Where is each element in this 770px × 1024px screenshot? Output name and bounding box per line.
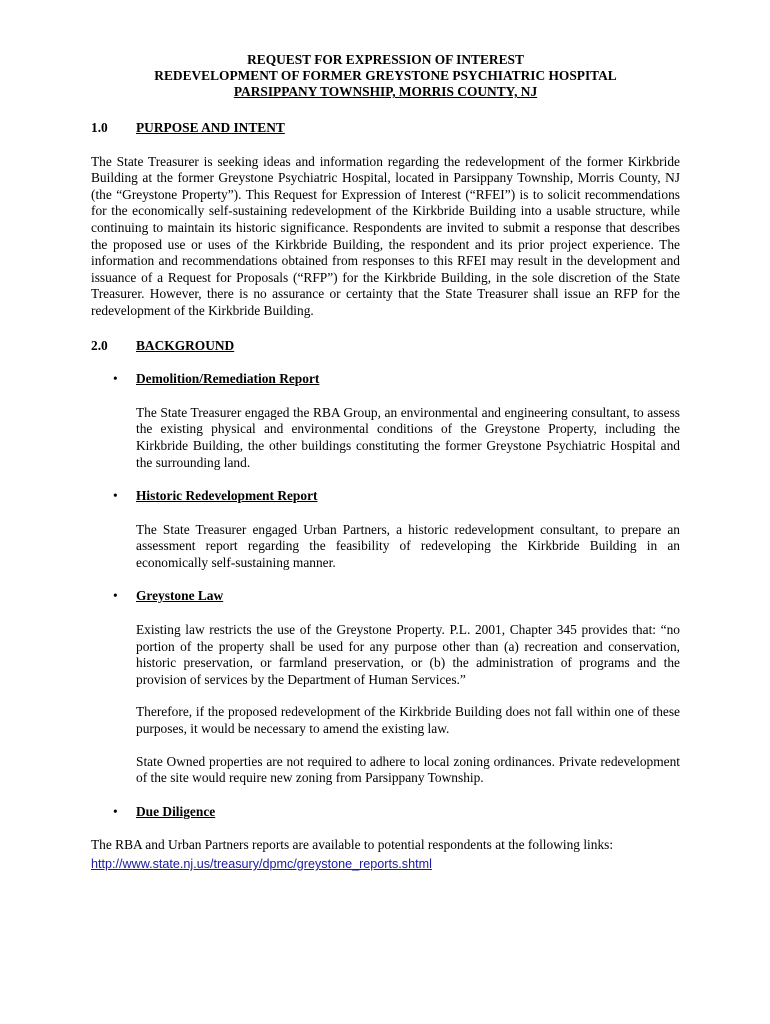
bullet-demolition-report <box>91 371 680 471</box>
bullet-paragraph: State Owned properties are not required to adhere to local zoning ordinances. Private redevelopment of the site would require new zoning from Parsippany Township. <box>136 753 680 786</box>
bullet-paragraph: Therefore, if the proposed redevelopment of the Kirkbride Building does not fall within one of these purposes, it would be necessary to amend the existing law. <box>136 704 680 737</box>
bullet-heading: Greystone Law <box>136 588 224 604</box>
closing-paragraph: The RBA and Urban Partners reports are available to potential respondents at the following links: <box>91 837 614 853</box>
section-2-heading <box>91 338 680 355</box>
bullet-icon: • <box>113 588 118 604</box>
bullet-due-diligence <box>91 804 680 821</box>
section-1-title: PURPOSE AND INTENT <box>136 120 285 135</box>
bullet-greystone-law <box>91 588 680 786</box>
reports-link[interactable]: http://www.state.nj.us/treasury/dpmc/greystone_reports.shtml <box>91 857 432 871</box>
document-page <box>91 52 680 873</box>
bullet-heading: Due Diligence <box>136 803 216 819</box>
bullet-paragraph: The State Treasurer engaged the RBA Group, an environmental and engineering consultant, to assess the existing physical and environmental conditions of the Greystone Property, including the Kirkbride Building, the other buildings constituting the former Greystone Psychiatric Hospital and the surrounding land. <box>136 404 680 470</box>
title-line-1: REQUEST FOR EXPRESSION OF INTEREST <box>247 52 524 67</box>
section-2-number: 2.0 <box>91 337 108 353</box>
bullet-icon: • <box>113 803 118 819</box>
bullet-heading: Demolition/Remediation Report <box>136 371 320 387</box>
bullet-heading: Historic Redevelopment Report <box>136 488 318 504</box>
document-title <box>91 52 680 100</box>
title-line-3: PARSIPPANY TOWNSHIP, MORRIS COUNTY, NJ <box>233 84 538 99</box>
bullet-historic-report <box>91 488 680 571</box>
bullet-paragraph: The State Treasurer engaged Urban Partners, a historic redevelopment consultant, to prepare an assessment report regarding the feasibility of redeveloping the Kirkbride Building in an economically self-sustaining manner. <box>136 521 680 570</box>
section-1-heading <box>91 120 680 137</box>
bullet-paragraph: Existing law restricts the use of the Greystone Property. P.L. 2001, Chapter 345 provides that: “no portion of the property shall be used for any purpose other than (a) recreation and conservation, historic preservation, or farmland preservation, or (b) the administration of programs and the provision of services by the Department of Human Services.” <box>136 622 680 687</box>
section-2-title: BACKGROUND <box>136 337 235 353</box>
bullet-icon: • <box>113 488 118 504</box>
section-1-body: The State Treasurer is seeking ideas and information regarding the redevelopment of the former Kirkbride Building at the former Greystone Psychiatric Hospital, located in Parsippany Township, Morris County, NJ (the “Greystone Property”). This Request for Expression of Interest (“RFEI”) is to solicit recommendations for the economically self-sustaining redevelopment of the Kirkbride Building into a usable structure, while continuing to maintain its historic significance. Respondents are invited to submit a response that describes the proposed use or uses of the Kirkbride Building, the respondent and its prior project experience. The information and recommendations obtained from responses to this RFEI may result in the development and issuance of a Request for Proposals (“RFP”) for the Kirkbride Building, in the sole discretion of the State Treasurer. However, there is no assurance or certainty that the State Treasurer shall issue an RFP for the redevelopment of the Kirkbride Building. <box>91 153 680 318</box>
bullet-icon: • <box>113 371 118 387</box>
section-1-number: 1.0 <box>91 120 108 135</box>
title-line-2: REDEVELOPMENT OF FORMER GREYSTONE PSYCHIATRIC HOSPITAL <box>154 68 617 83</box>
